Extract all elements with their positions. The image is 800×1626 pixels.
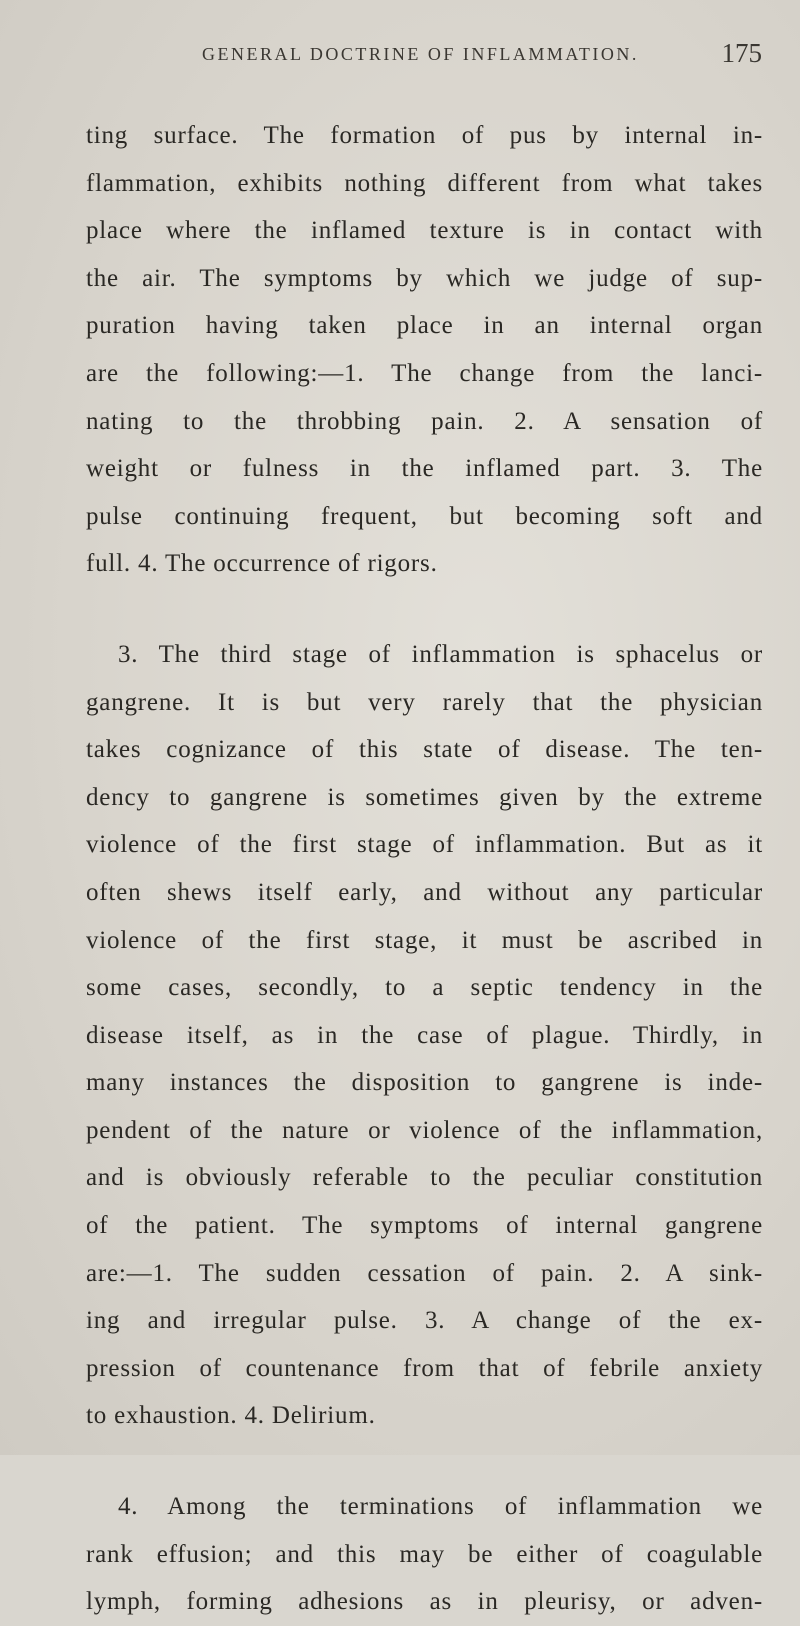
text-line: many instances the disposition to gangrene is inde- — [86, 1069, 763, 1097]
text-line: full. 4. The occurrence of rigors. — [86, 550, 438, 578]
text-line: 4. Among the terminations of inflammation we — [118, 1493, 763, 1521]
text-line: ting surface. The formation of pus by internal in- — [86, 122, 763, 149]
text-line: to exhaustion. 4. Delirium. — [86, 1402, 376, 1430]
running-title: GENERAL DOCTRINE OF INFLAMMATION. — [202, 44, 639, 64]
text-line: pendent of the nature or violence of the inflammation, — [86, 1116, 763, 1144]
text-line: 3. The third stage of inflammation is sphacelus or — [118, 640, 763, 668]
text-line: violence of the first stage, it must be ascribed in — [86, 926, 763, 954]
paragraph-effusion — [86, 1483, 763, 1626]
text-line: disease itself, as in the case of plague. Thirdly, in — [86, 1021, 763, 1049]
text-line: pulse continuing frequent, but becoming soft and — [86, 502, 763, 530]
text-line: of the patient. The symptoms of internal gangrene — [86, 1212, 763, 1240]
text-line: rank effusion; and this may be either of coagulable — [86, 1540, 763, 1568]
body-text — [86, 112, 763, 1626]
text-line: some cases, secondly, to a septic tendency in the — [86, 974, 763, 1002]
text-line: and is obviously referable to the peculiar constitution — [86, 1164, 763, 1192]
page-header — [202, 38, 762, 78]
text-line: often shews itself early, and without any particular — [86, 878, 763, 906]
text-line: dency to gangrene is sometimes given by the extreme — [86, 783, 763, 811]
text-line: lymph, forming adhesions as in pleurisy, or adven- — [86, 1588, 763, 1616]
text-line: weight or fulness in the inflamed part. 3. The — [86, 455, 763, 483]
text-line: nating to the throbbing pain. 2. A sensation of — [86, 407, 763, 435]
text-line: ing and irregular pulse. 3. A change of the ex- — [86, 1307, 763, 1335]
text-line: violence of the first stage of inflammation. But as it — [86, 831, 763, 859]
text-line: the air. The symptoms by which we judge of sup- — [86, 264, 763, 292]
text-line: puration having taken place in an internal organ — [86, 312, 763, 340]
text-line: are:—1. The sudden cessation of pain. 2. A sink- — [86, 1259, 763, 1287]
paragraph-gangrene — [86, 631, 763, 1440]
text-line: flammation, exhibits nothing different from what takes — [86, 169, 763, 197]
text-line: gangrene. It is but very rarely that the physician — [86, 688, 763, 716]
text-line: are the following:—1. The change from the lanci- — [86, 359, 763, 387]
text-line: place where the inflamed texture is in contact with — [86, 217, 763, 245]
text-line: pression of countenance from that of febrile anxiety — [86, 1354, 763, 1382]
paragraph-suppuration — [86, 112, 763, 588]
text-line: takes cognizance of this state of disease. The ten- — [86, 736, 763, 764]
page-number: 175 — [721, 38, 762, 68]
